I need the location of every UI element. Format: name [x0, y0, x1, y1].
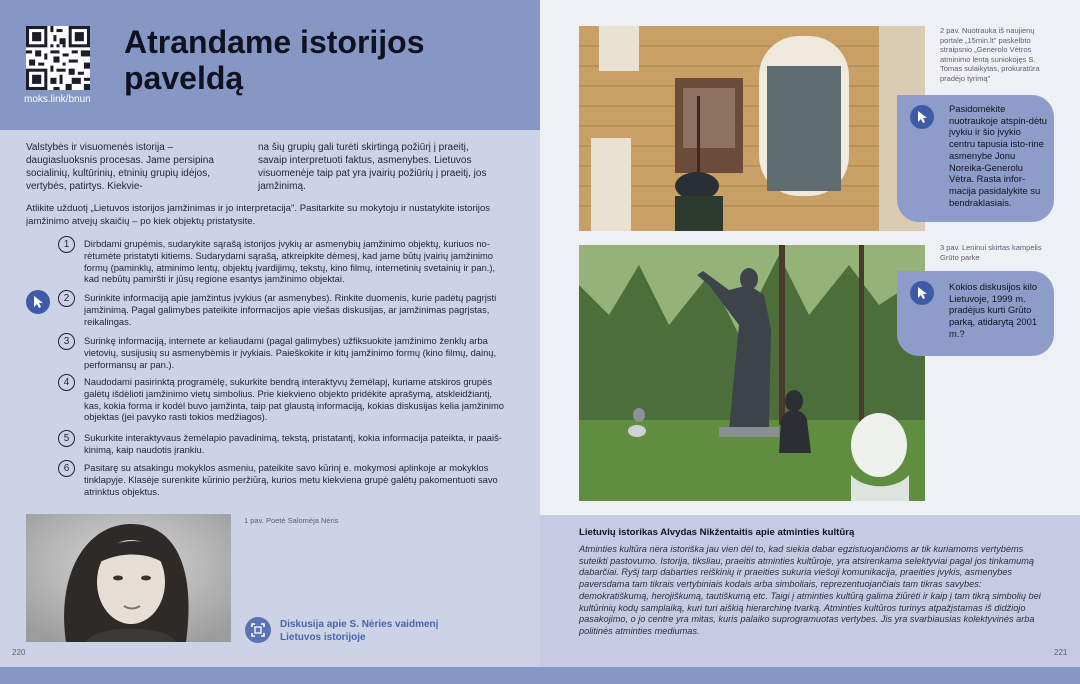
photo-gruto-park — [579, 245, 925, 501]
step-number: 2 — [58, 290, 75, 307]
question-bubble-2 — [897, 271, 1054, 356]
bottom-strip — [0, 667, 1080, 684]
step-text: Sukurkite interaktyvaus žemėlapio pavadinimą, tekstą, pristatantį, kokia informacija pateikta, ir paaiš-kinimą, kaip naudotis įrankiu. — [84, 432, 502, 455]
photo2-caption: 2 pav. Nuotrauka iš naujienų portale „15min.lt" paskelbto straipsnio „Generolo Vėtros atminimo lentą suniokojęs S. Tomas sulaikytas, prokuratūra pradėjo tyrimą" — [940, 26, 1040, 83]
page-number-right: 221 — [1054, 648, 1068, 657]
intro-column-1: Valstybės ir visuomenės istorija – daugiasluoksnis procesas. Jame persipina socialinių, kultūrinių, etninių grupių idėjos, vertybės, patirtys. Kiekvie- — [26, 142, 214, 192]
task-intro: Atlikite užduotį „Lietuvos istorijos jamžinimas ir jo interpretacija". Pasitarkite su mokytoju ir nustatykite istorijos įamžinimo atvejų skaičių – po kiek objektų pristatysite. — [26, 203, 491, 227]
cursor-icon — [910, 105, 934, 129]
photo-memorial-plaque — [579, 26, 925, 231]
page-title: Atrandame istorijos paveldą — [124, 24, 425, 96]
step-number: 6 — [58, 460, 75, 477]
step-number: 3 — [58, 333, 75, 350]
scan-icon[interactable] — [245, 617, 271, 643]
discussion-link[interactable]: Diskusija apie S. Nėries vaidmenį Lietuvos istorijoje — [280, 619, 439, 643]
step-number: 4 — [58, 374, 75, 391]
quote-body: Atminties kultūra nėra istoriška jau vien dėl to, kad siekia dabar egzistuojančioms ar tik kuriamoms vertybėms suteikti pastovumo. Istorija, tiksliau, praeitis atminties kultūroje, yra atsirenkama selektyviai pagal jos tinkamumą dabarčiai. Ryšį tarp dabarties reiškinių ir praeities sukuria viešoji komunikacija, praeities įvykis, asmenybes paversdama tam tikrais vertybiniais kodais arba simboliais, reprezentuojančiais tam tikras savybes: demokratiškumą, herojiškumą, tautiškumą etc. Taigi į atminties kultūrą galima žiūrėti ir kaip į tam tikrą simbolių bei kultūrinių kodų samplaiką, kuri turi aiškią hierarchinę tvarką. Atminties kultūros turinys atpažįstamas iš didžiojo pasakojimo, o jo centre yra mitas, kuris palaiko suprogramuotas vertybes. Jis yra svarbiausias kolektyvinės arba politinės atminties mediumas. — [579, 544, 1041, 636]
page-number-left: 220 — [12, 648, 26, 657]
cursor-icon — [26, 290, 50, 314]
step-number: 5 — [58, 430, 75, 447]
photo1-caption: 1 pav. Poetė Salomėja Nėris — [244, 516, 339, 525]
bubble2-text: Kokios diskusijos kilo Lietuvoje, 1999 m. pradėjus kurti Grūto parką, atidarytą 2001 m.? — [949, 281, 1038, 339]
bubble1-text: Pasidomėkite nuotraukoje atspin-dėtu įvykiu ir šio įvykio centru tapusia isto-rine asmenybe Jonu Noreika-Generolu Vėtra. Rasta infor-macija pasidalykite su bendraklasiais. — [949, 103, 1047, 208]
qr-caption[interactable]: moks.link/bnun — [24, 94, 91, 105]
step-text: Surinkę informaciją, internete ar keliaudami (pagal galimybes) užfiksuokite įamžinimo ženklų arba vietovių, susijusių su asmenybėmis ir įvykiais. Paieškokite ir kitų įamžinimo formų (kino filmų, dainų, performansų ar pan.). — [84, 335, 497, 370]
quote-title: Lietuvių istorikas Alvydas Nikžentaitis apie atminties kultūrą — [579, 527, 855, 538]
question-bubble-1 — [897, 95, 1054, 222]
step-number: 1 — [58, 236, 75, 253]
step-text: Naudodami pasirinktą programėlę, sukurkite bendrą interaktyvų žemėlapį, kuriame atskiros grupės galėtų išdėlioti įamžinimo vietų simbolius. Prie kiekvieno objekto pridėkite aprašymą, atskleidžiantį, kas, kokia forma ir kodėl buvo įamžinta, taip pat glaustą informaciją, kokias diskusijas kelia įamžinimo objektas (jei pavyko rasti tokios medžiagos). — [84, 376, 504, 423]
photo3-caption: 3 pav. Leninui skirtas kampelis Grūto parke — [940, 243, 1042, 262]
cursor-icon — [910, 281, 934, 305]
step-text: Surinkite informaciją apie įamžintus įvykius (ar asmenybes). Rinkite duomenis, kurie padėtų pagrįsti įamžinimą. Pagal galimybes pateikite informacijos apie viešas diskusijas, ar įamžinimas pagrįstas, reikalingas. — [84, 292, 497, 327]
step-text: Dirbdami grupėmis, sudarykite sąrašą istorijos įvykių ar asmenybių įamžinimo objektų, kuriuos no-rėtumėte pristatyti kitiems. Sudarydami sąrašą, atkreipkite dėmesį, kad jame būtų įvairių įamžinimo formų (paminklų, atminimo lentų, objektų įvardijimų, tekstų, kino filmų, internetinių svetainių ir pan.), kad nebūtų pamiršti ir jūsų regione esantys įamžinimo objektai. — [84, 238, 496, 285]
photo-saloméja-neris — [26, 514, 231, 642]
step-text: Pasitarę su atsakingu mokyklos asmeniu, pateikite savo kūrinį e. mokymosi aplinkoje ar mokyklos tinklapyje. Klasėje surenkite kūrinio peržiūrą, kurios metu kiekviena grupė galėtų pakomentuoti savo atrinktus objektus. — [84, 462, 498, 497]
intro-column-2: na šių grupių gali turėti skirtingą požiūrį į praeitį, savaip interpretuoti faktus, asmenybes. Lietuvos visuomenėje taip pat yra įvairių požiūrių į praeitį, jos jamžinimą. — [258, 142, 487, 192]
